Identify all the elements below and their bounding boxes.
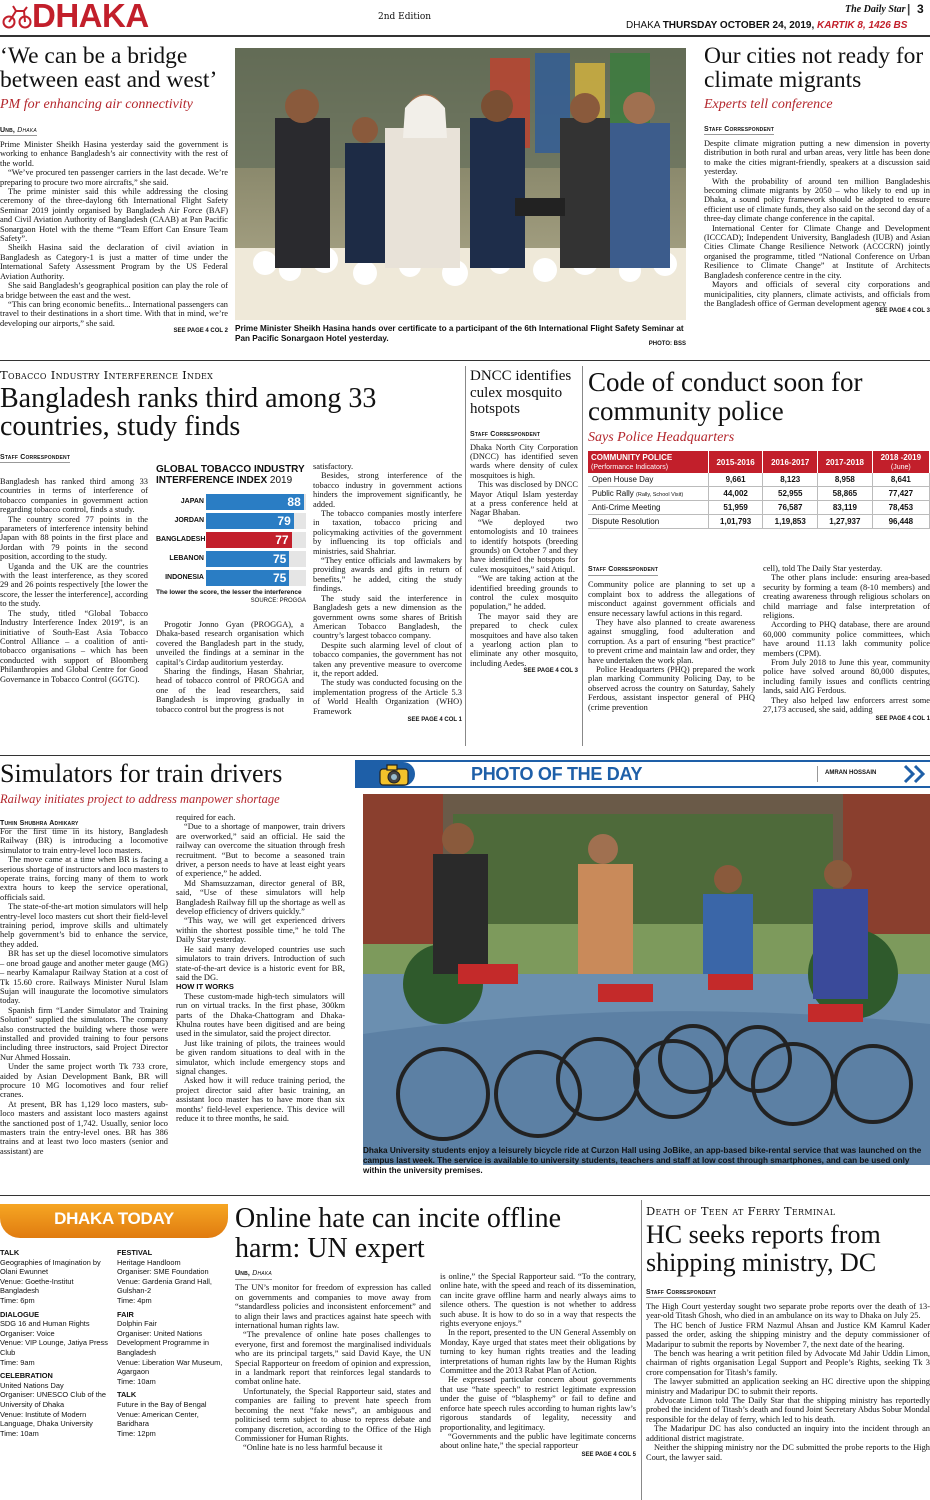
story-climate-migrants [704, 45, 930, 314]
photo-credit: PHOTO: BSS [648, 341, 686, 347]
photo-caption: Prime Minister Sheikh Hasina hands over certificate to a participant of the 6th International Flight Safety Seminar at Pan Pacific Sonargaon Hotel yesterday. [235, 324, 684, 343]
table-row: Public Rally (Rally, School Visit) 44,002 52,955 58,865 77,427 [588, 487, 930, 501]
table-row: Open House Day 9,661 8,123 8,958 8,641 [588, 473, 930, 487]
story-col-2: is online,” the Special Rapporteur said. “To the contrary, online hate, with the speed and reach of its dissemination, can incite grave offline harm and nearly always aims to silence others. The question is not whether to address such abuse. It is how to do so in a way that respects the rights everyone enjoys.” In the report, presented to the UN General Assembly on Monday, Kaye urged that states meet their obligations by turning to key human rights treaties and the leading interpretations of human rights law by the Human Rights Committee and the 2013 Rabat Plan of Action. He expressed particular concern about governments that use “hate speech” to restrict legitimate expression under the guise of “blasphemy” or fail to define and enforce hate speech rules according to human rights law’s rigorous standards of legality, necessity and proportionality, and legitimacy. “Governments and the public have legitimate concerns about online hate,” the special rapporteur SEE PAGE 4 COL 5 [440, 1272, 636, 1460]
story-col-1: Unb, Dhaka The UN’s monitor for freedom of expression has called on governments and companies to move away from “standardless policies and inconsistent enforcement” and to align their laws and practices against hate speech with international human rights law. “The prevalence of online hate poses challenges to everyone, first and foremost the marginalised individuals who are its principal targets,” said David Kaye, the UN Special Rapporteur on freedom of opinion and expression, in a landmark report that reinforces legal standards to combat online hate. Unfortunately, the Special Rapporteur said, states and companies are failing to prevent hate speech from becoming the next “fake news”, an ambiguous and politicised term subject to abuse to repress debate and company discretion, according to the Office of the High Commissioner for Human Rights. “Online hate is no less harmful because it [235, 1270, 431, 1453]
headline: HC seeks reports from shipping ministry, DC [646, 1220, 881, 1277]
pm-ceremony-photo [235, 48, 686, 320]
byline: Staff Correspondent [704, 126, 775, 133]
edition-label: 2nd Edition [378, 12, 432, 22]
subhead: PM for enhancing air connectivity [0, 97, 193, 112]
chart-bar-row [156, 570, 306, 586]
dhaka-today-box [0, 1204, 228, 1500]
chart-bar-track [206, 494, 306, 510]
masthead: DHAKA 2nd Edition The Daily Star | 3 DHAKA THURSDAY OCTOBER 24, 2019, KARTIK 8, 1426 BS [0, 0, 930, 34]
tobacco-index-chart [156, 464, 306, 614]
chart-category-label: LEBANON [169, 555, 204, 562]
byline: Unb, Dhaka [235, 1269, 272, 1280]
story-col-2: Progotir Jonno Gyan (PROGGA), a Dhaka-based research organisation which covered the Bangladesh part in the study, unveiled the findings at a seminar in the capital’s Cirdap auditorium yesterday. Sharing the findings, Hasan Shahriar, head of tobacco control of PROGGA and one of the lead researchers, said Bangladesh is improving gradually in tobacco control but the progress is not [156, 620, 304, 714]
ceremony-illustration [235, 48, 686, 320]
dateline: DHAKA THURSDAY OCTOBER 24, 2019, KARTIK 8, 1426 BS [626, 20, 908, 31]
chart-bar-row [156, 494, 306, 510]
chart-category-label: INDONESIA [165, 574, 204, 581]
byline: Tuhin Shubhra Adhikary [0, 820, 79, 827]
bicycle-illustration [363, 794, 930, 1165]
chart-value-label: 75 [272, 552, 287, 566]
chart-bar-row [156, 513, 306, 529]
bicycle-photo [363, 794, 930, 1165]
table-header: 2017-2018 [818, 451, 873, 473]
table-header: COMMUNITY POLICE (Performance Indicators) [588, 451, 708, 473]
story-body: The High Court yesterday sought two separate probe reports over the death of 13-year-old Titash Ghosh, who died in an ambulance on its way to Dhaka on July 25. The HC bench of Justice FRM Nazmul Ahsan and Justice KM Kamrul Kader passed the order, asking the shipping ministry and the deputy commissioner of Madaripur to submit the reports by November 7, the next date of the hearing. The bench was hearing a writ petition filed by Advocate Md Jahir Uddin Limon, chairman of rights organisation Legal Support and People’s Rights, seeking Tk 3 crore compensation for Titash’s family. The lawyer submitted an application seeking an HC directive upon the shipping ministry and Madaripur DC to submit their reports. Advocate Limon told The Daily Star that the shipping ministry has reportedly probed the incident of Titash’s death and found Joint Secretary Abdus Sobur Mondal responsible for the delay of ferry, which led to his death. The Madaripur DC has also conducted an inquiry into the incident through an additional district magistrate. Neither the shipping ministry nor the DC submitted the probe reports to the High Court, the lawyer said. [646, 1302, 930, 1462]
chart-value-label: 77 [275, 533, 289, 547]
story-online-hate [235, 1204, 637, 1500]
chart-bar-track [206, 513, 306, 529]
story-train-simulators [0, 759, 345, 1156]
kicker: Tobacco Industry Interference Index [0, 368, 214, 382]
story-col-1: For the first time in its history, Bangladesh Railway (BR) is introducing a locomotive simulator to train entry-level loco masters. The move came at a time when BR is facing a serious shortage of instructors and loco masters to operate trains, forcing many of them to work extra hours to keep the service operational, officials said. The state-of-the-art motion simulators will help entry-level loco masters cut short their field-level training period, improve skills and ultimately help government’s bid to enhance the service, they added. BR has set up the diesel locomotive simulators – one broad gauge and another meter gauge (MG) – nearby Kamalapur Railway Station at a cost of Tk 15.60 crore. Railways Minister Nurul Islam Sujan will inaugurate the locomotive simulators today. Spanish firm “Lander Simulator and Training Solution” supplied the simulators. The company also constructed the building where those were installed and provided training to four persons including three instructors, said Project Director Nur Ahmed Hossain. Under the same project worth Tk 733 crore, aided by Asian Development Bank, BR will procure 10 MG locomotives and four relief cranes. At present, BR has 1,129 loco masters, sub-loco masters and assistant loco masters against the sanctioned post of 1,742. Usually, senior loco masters train the entry-level ones. BR has 386 trains and at least two loco masters (senior and assistant) are [0, 827, 168, 1156]
story-col-2: required for each. “Due to a shortage of manpower, train drivers are overworked,” said an official. He said the railway can overcome the situation through fresh recruitment. “But to become a seasoned train driver, a person needs to have at least eight years of experience,” he added. Md Shamsuzzaman, director general of BR, said, “Use of these simulators will help Bangladesh Railway fill up the shortage as well as develop efficiency of drivers quickly.” “This way, we will get experienced drivers within the shortest possible time,” he told The Daily Star yesterday. He said many developed countries use such simulators to train drivers. Introduction of such state-of-the-art device is a historic event for BR, said the DG. HOW IT WORKS These custom-made high-tech simulators will run on virtual tracks. In the first phase, 300km parts of the Dhaka-Chattogram and Dhaka-Khulna routes have been digitised and are being used in the simulator, said the project director. Just like training of pilots, the trainees would be given random situations to deal with in the simulator, which include emergency stops and signal changes. Asked how it will reduce training period, the project director said after basic training, an assistant loco master has to have more than six months’ field-level experience. This device will reduce it to three months, he said. [176, 813, 345, 1123]
chart-bar-track [206, 532, 306, 548]
photo-of-the-day [355, 760, 930, 1190]
byline: Staff Correspondent [0, 454, 71, 461]
headline: Our cities not ready for climate migrants [704, 43, 924, 93]
subhead: Says Police Headquarters [588, 430, 735, 445]
chart-category-label: BANGLADESH [156, 536, 206, 543]
section-title: DHAKA [32, 0, 149, 34]
potd-caption: Dhaka University students enjoy a leisurely bicycle ride at Curzon Hall using JoBike, an app-based bike-rental service that was launched on the campus last week. The service is available to university students, teachers and staff at low cost through smartphones, and can be used only within the university premises. [363, 1146, 922, 1175]
chart-bar-track [206, 570, 306, 586]
events-left: TALK Geographies of Imagination by Olani Ewunnet Venue: Goethe-Institut Bangladesh Time: 6pm DIALOGUE SDG 16 and Human Rights Organiser: Voice Venue: VIP Lounge, Jatiya Press Club Time: 9am CELEBRATION United Nations Day Organiser: UNESCO Club of the University of Dhaka Venue: Institute of Modern Language, Dhaka University Time: 10am [0, 1248, 108, 1438]
potd-title: PHOTO OF THE DAY [471, 764, 643, 784]
headline: ‘We can be a bridge between east and west’ [0, 43, 218, 93]
chart-value-label: 88 [287, 495, 301, 509]
page-number: 3 [917, 2, 924, 16]
story-body: Prime Minister Sheikh Hasina yesterday said the government is working to enhance Bangladesh’s air connectivity with the rest of the world. “We’ve procured ten passenger carriers in the last decade. We’re preparing to procure two more aircrafts,” she said. The prime minister said this while addressing the closing ceremony of the three-daylong 6th International Flight Safety Seminar 2019 jointly organised by Bangladesh Air Force (BAF) and Civil Aviation Authority of Bangladesh (CAAB) at Pan Pacific Sonargaon Hotel with the theme “Team Effort Can Ensure Team Safety”. Sheikh Hasina said the declaration of civil aviation in Bangladesh as Category-1 is just a matter of time under the International Safety Assessment Program by the US Federal Aviation Authority. She said Bangladesh’s geographical position can play the role of a bridge between the east and the west. “This can bring economic benefits... International passengers can travel to their destinations in a short time. With that in mind, we’re developing our airports,” she said. [0, 140, 228, 328]
rickshaw-icon [2, 3, 32, 29]
story-col-3: satisfactory. Besides, strong interference of the tobacco industry in government actions hinders the improvement significantly, he added. The tobacco companies mostly interfere in taxation, tobacco pricing and policymaking activities of the government by influencing its top officials and ministries, said Shahriar. “They entice officials and lawmakers by providing awards and gifts in return of benefits,” he added, citing the study findings. The study said the interference in Bangladesh gets a new dimension as the government owns some shares of British American Tobacco Bangladesh, the country’s largest tobacco company. Despite such alarming level of clout of tobacco companies, the government has not taken any preventive measure to overcome it, the report added. The study was conducted focusing on the implementation progress of the Article 5.3 of World Health Organization (WHO) Framework SEE PAGE 4 COL 1 [313, 462, 462, 725]
chart-bar [206, 513, 294, 529]
story-col-1: Bangladesh has ranked third among 33 countries in terms of interference of tobacco companies in government action regarding tobacco control, finds a study. The country scored 77 points in the parameters of interference intensity behind Japan with 88 points in the first place and Jordan with 79 points in the second position, according to the study. Uganda and the UK are the countries with the least interference, as they scored 29 and 26 points respectively [the lower the score, the lesser the interference], according to the study. The study, titled “Global Tobacco Industry Interference Index 2019”, is an initiative of South-East Asia Tobacco Control Alliance – a coalition of anti-tobacco organisations – which has been conducted with support of Bloomberg Philanthropies and Global Centre for Good Governance in Tobacco Control (GGTC). [0, 477, 148, 684]
story-hc-reports [646, 1204, 930, 1462]
headline: DNCC identifies culex mosquito hotspots [470, 368, 572, 417]
chart-bar-track [206, 551, 306, 567]
table-row: Anti-Crime Meeting 51,959 76,587 83,119 78,453 [588, 501, 930, 515]
chart-category-label: JAPAN [180, 498, 204, 505]
subhead: Experts tell conference [704, 97, 833, 112]
events-right: FESTIVAL Heritage Handloom Organiser: SME Foundation Venue: Gardenia Grand Hall, Gulshan-2 Time: 4pm FAIR Dolphin Fair Organiser: United Nations Development Programme in Bangladesh Venue: Liberation War Museum, Agargaon Time: 10am TALK Future in the Bay of Bengal Venue: American Center, Baridhara Time: 12pm [117, 1248, 223, 1438]
chart-bar [206, 494, 304, 510]
paper-name: The Daily Star [845, 4, 906, 15]
chart-bar [206, 551, 289, 567]
table-header: 2015-2016 [708, 451, 763, 473]
chart-category-label: JORDAN [174, 517, 204, 524]
dhaka-today-banner [0, 1204, 228, 1238]
chart-bar-row [156, 532, 306, 548]
chart-source: SOURCE: PROGGA [250, 598, 306, 604]
headline: Online hate can incite offline harm: UN expert [235, 1203, 562, 1264]
continued-ref: SEE PAGE 4 COL 1 [407, 716, 462, 723]
byline: Staff Correspondent [470, 430, 541, 438]
story-bridge-east-west [0, 45, 228, 334]
table-header: 2016-2017 [763, 451, 818, 473]
story-community-police [588, 367, 930, 722]
story-body: Despite climate migration putting a new dimension in poverty distribution in both rural and urban areas, very little has been done to make the cities migrant-friendly, speakers at a discussion said yesterday. With the probability of around ten million Bangladeshis becoming climate migrants by 2050 – who likely to end up in Dhaka, a sound policy framework should be adopted to ensure efficient use of climate funds, they also said on the second day of a three-day climate change conference in the capital. International Center for Climate Change and Development (ICCCAD); Independent University, Bangladesh (IUB) and Asian Cities Climate Change Resilience Network (ACCCRN) jointly organised the programme, titled “National Conference on Urban Resilience to Climate Change” at Institute of Architects Bangladesh conference centre in the city. Mayors and officials of several city corporations and municipalities, city planners, climate activists, and officials from the Bangladesh office of German development agency [704, 139, 930, 308]
chevrons-icon [903, 764, 927, 784]
chart-value-label: 75 [272, 571, 287, 585]
story-col-2: cell), told The Daily Star yesterday. The other plans include: ensuring area-based security by forming a team (8-10 members) and creating awareness through religious scholars on child marriage and false interpretation of religions. According to PHQ database, there are around 60,000 community police committees, which have around 11.13 lakh community police members (CPM). From July 2018 to June this year, community police have solved around 80,000 disputes, including family issues and conflicts centring lands, said AIG Ferdous. They also helped law enforcers arrest some 27,173 accused, she said, adding SEE PAGE 4 COL 1 [763, 564, 930, 724]
story-tobacco-index [0, 368, 462, 748]
community-police-table [588, 451, 930, 529]
table-row: Dispute Resolution 1,01,793 1,19,853 1,27,937 96,448 [588, 515, 930, 529]
chart-bar [206, 570, 289, 586]
continued-ref: SEE PAGE 4 COL 5 [581, 1451, 636, 1458]
byline: Unb, Dhaka [0, 127, 37, 134]
byline: Staff Correspondent [588, 565, 658, 576]
continued-ref: SEE PAGE 4 COL 1 [875, 715, 930, 722]
story-body: Dhaka North City Corporation (DNCC) has identified seven wards where density of culex mosquitoes is high. This was disclosed by DNCC Mayor Atiqul Islam yesterday at a press conference held at Nagar Bhaban. “We deployed two entomologists and 10 trainees to identify hotspots (breeding grounds) on October 7 and they have identified the hotspots for culex mosquitoes,” said Atiqul. “We are taking action at the identified breeding grounds to control the culex mosquito population,” he added. The mayor said they are prepared to check culex mosquitoes and have also taken a yearlong action plan to eliminate any other mosquito, including Aedes. [470, 442, 578, 668]
chart-bar-row [156, 551, 306, 567]
subhead: Railway initiates project to address manpower shortage [0, 792, 280, 806]
potd-banner [355, 760, 930, 788]
byline: Staff Correspondent [646, 1289, 717, 1296]
story-dncc-mosquito [470, 368, 578, 674]
chart-value-label: 79 [277, 514, 291, 528]
chart-bars [156, 494, 306, 594]
photographer: AMRAN HOSSAIN [825, 770, 877, 776]
story-col-1: Staff Correspondent Community police are planning to set up a complaint box to address the allegations of misconduct against government officials and ensure necessary lawful actions in this regard. They have also planned to create awareness against smuggling, food adulteration and corruption. As a part of ensuring “best practice” to prevent crime and maintain law and order, they have undertaken the work plan. Police Headquarters (PHQ) prepared the work plan marking Community Policing Day, to be observed across the country on Saturday, Sahely Ferdous, assistant inspector general of PHQ (crime prevention [588, 566, 755, 712]
kicker: Death of Teen at Ferry Terminal [646, 1204, 836, 1218]
dhaka-today-title: DHAKA TODAY [54, 1209, 174, 1228]
continued-ref: SEE PAGE 4 COL 3 [523, 668, 578, 675]
headline: Simulators for train drivers [0, 759, 283, 788]
headline: Bangladesh ranks third among 33 countries, study finds [0, 383, 377, 442]
table-header: 2018 -2019 (June) [872, 451, 929, 473]
chart-footnote: The lower the score, the lesser the interference [156, 589, 302, 596]
continued-ref: SEE PAGE 4 COL 3 [875, 308, 930, 315]
continued-ref: SEE PAGE 4 COL 2 [173, 328, 228, 335]
chart-bar [206, 532, 292, 548]
chart-title: GLOBAL TOBACCO INDUSTRY INTERFERENCE INDEX 2019 [156, 464, 305, 486]
headline: Code of conduct soon for community police [588, 367, 863, 426]
camera-icon [377, 763, 411, 787]
